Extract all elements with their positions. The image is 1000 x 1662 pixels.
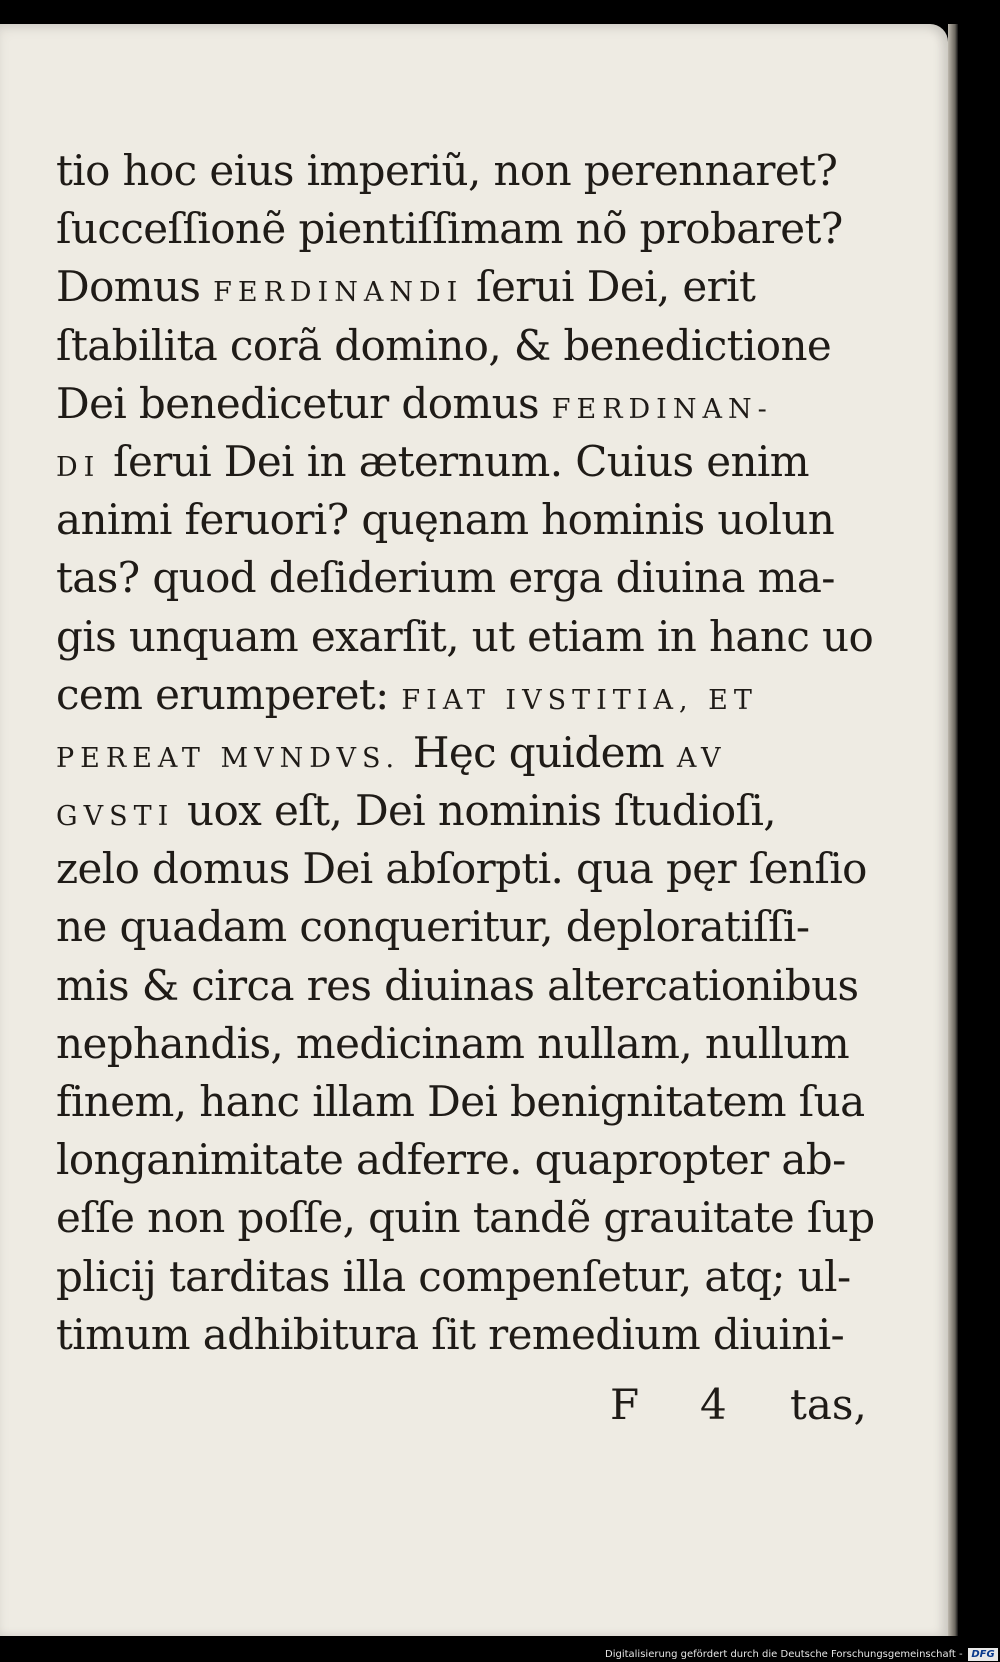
text-run: Dei benedicetur domus bbox=[56, 378, 552, 428]
catchword: tas, bbox=[790, 1380, 867, 1429]
small-caps-run: DI bbox=[56, 451, 101, 483]
text-line bbox=[56, 840, 876, 898]
text-run: ſerui Dei in æternum. Cuius enim bbox=[100, 436, 809, 486]
text-line bbox=[56, 957, 876, 1015]
text-line bbox=[56, 1015, 876, 1073]
text-run: cem erumperet: bbox=[56, 669, 402, 719]
text-run: ſerui Dei, erit bbox=[463, 262, 756, 312]
page-edge bbox=[948, 24, 958, 1636]
text-line bbox=[56, 317, 876, 375]
text-line bbox=[56, 782, 876, 840]
text-line bbox=[56, 142, 876, 200]
text-line bbox=[56, 200, 876, 258]
text-run: tio hoc eius imperiũ, non perennaret? bbox=[56, 146, 838, 195]
small-caps-run: FIAT IVSTITIA, ET bbox=[401, 684, 758, 716]
signature-number: 4 bbox=[700, 1380, 727, 1429]
text-run: Hęc quidem bbox=[400, 727, 677, 777]
text-run: tas? quod deſiderium erga diuina ma- bbox=[56, 553, 835, 603]
text-line bbox=[56, 1131, 876, 1189]
body-text bbox=[56, 142, 876, 1364]
text-line bbox=[56, 1073, 876, 1131]
text-run: eſſe non poſſe, quin tandẽ grauitate ſup bbox=[56, 1193, 875, 1243]
text-run: animi feruori? quęnam hominis uolun bbox=[56, 495, 835, 545]
text-line bbox=[56, 258, 876, 316]
small-caps-run: AV bbox=[676, 742, 727, 774]
text-line bbox=[56, 491, 876, 549]
dfg-logo: DFG bbox=[968, 1648, 998, 1661]
text-line bbox=[56, 898, 876, 956]
small-caps-run: GVSTI bbox=[56, 801, 175, 833]
text-run: ne quadam conqueritur, deploratiſſi- bbox=[56, 902, 810, 952]
text-line bbox=[56, 1306, 876, 1364]
text-line bbox=[56, 433, 876, 491]
small-caps-run: PEREAT MVNDVS. bbox=[56, 742, 401, 774]
small-caps-run: FERDINAN- bbox=[551, 393, 773, 425]
small-caps-run: FERDINANDI bbox=[213, 277, 464, 309]
text-run: plicij tarditas illa compenſetur, atq; ul- bbox=[56, 1251, 851, 1301]
text-run: Domus bbox=[56, 262, 214, 312]
text-line bbox=[56, 666, 876, 724]
text-run: mis & circa res diuinas altercationibus bbox=[56, 960, 859, 1010]
text-run: timum adhibitura ſit remedium diuini- bbox=[56, 1309, 845, 1359]
text-run: ſtabilita corã domino, & benedictione bbox=[56, 320, 832, 370]
text-line bbox=[56, 608, 876, 666]
signature-mark: F bbox=[610, 1380, 640, 1429]
text-line bbox=[56, 1189, 876, 1247]
text-line bbox=[56, 724, 876, 782]
text-run: gis unquam exarſit, ut etiam in hanc uo bbox=[56, 611, 874, 661]
text-run: longanimitate adferre. quapropter ab- bbox=[56, 1135, 846, 1185]
text-line bbox=[56, 375, 876, 433]
text-run: finem, hanc illam Dei benignitatem ſua bbox=[56, 1077, 865, 1126]
text-line bbox=[56, 1248, 876, 1306]
text-run: ſucceſſionẽ pientiſſimam nõ probaret? bbox=[56, 204, 843, 254]
text-run: uox eſt, Dei nominis ſtudioſi, bbox=[174, 786, 777, 836]
text-line bbox=[56, 549, 876, 607]
text-run: zelo domus Dei abſorpti. qua pęr ſenſio bbox=[56, 844, 867, 894]
text-run: nephandis, medicinam nullam, nullum bbox=[56, 1018, 850, 1068]
digitization-credit: Digitalisierung gefördert durch die Deutsche Forschungsgemeinschaft - bbox=[605, 1649, 963, 1660]
